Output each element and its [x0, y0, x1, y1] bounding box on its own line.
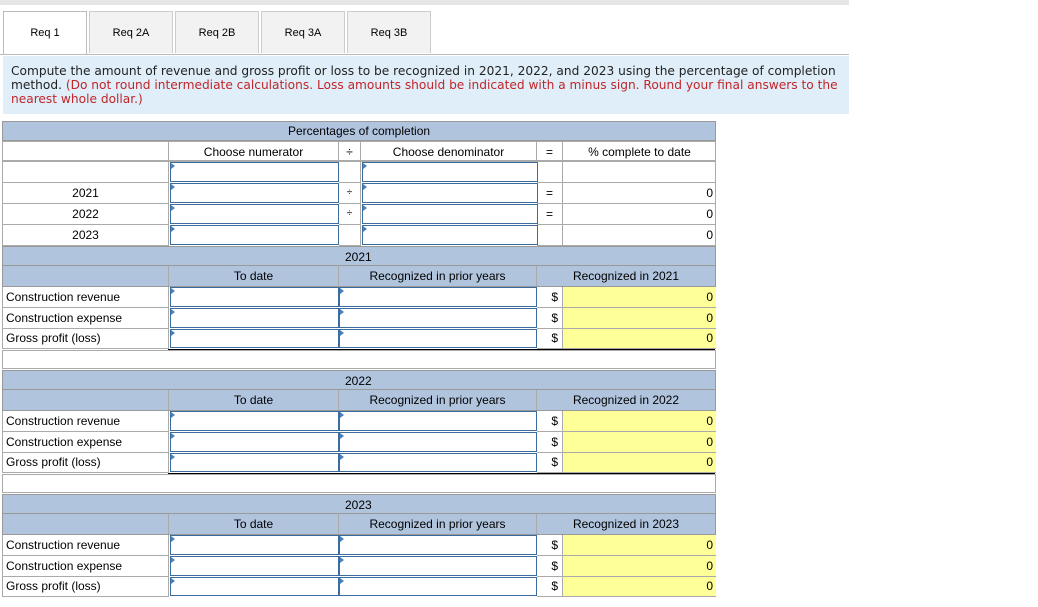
row-label: Gross profit (loss)	[3, 453, 169, 473]
currency-sign: $	[537, 453, 563, 473]
table-row	[2, 287, 716, 308]
to-date-input[interactable]	[170, 308, 339, 328]
recognized-value: 0	[563, 556, 716, 577]
currency-sign: $	[537, 411, 563, 432]
prior-years-input[interactable]	[339, 577, 537, 596]
prior-years-input[interactable]	[339, 308, 537, 328]
pct-row-2021	[2, 183, 716, 204]
table-row	[2, 308, 716, 329]
recognized-value: 0	[563, 287, 716, 308]
section-year: 2022	[345, 374, 372, 388]
recognized-value: 0	[563, 535, 716, 556]
col-prior-years: Recognized in prior years	[339, 514, 537, 534]
section-year: 2023	[345, 498, 372, 512]
equals-sign: =	[537, 204, 563, 225]
numerator-input-blank[interactable]	[170, 162, 339, 182]
result-header: % complete to date	[563, 142, 716, 161]
spacer-row	[2, 474, 716, 493]
section-header-row	[2, 514, 716, 535]
tab-bar	[3, 11, 849, 55]
row-label: Construction expense	[3, 556, 169, 577]
equals-sign	[537, 225, 563, 246]
prior-years-input[interactable]	[339, 535, 537, 555]
table-row	[2, 453, 716, 473]
denominator-input[interactable]	[362, 225, 538, 245]
denominator-input[interactable]	[362, 204, 538, 224]
currency-sign: $	[537, 287, 563, 308]
to-date-input[interactable]	[170, 577, 339, 596]
tab-divider	[0, 54, 849, 55]
table-row	[2, 411, 716, 432]
prior-years-input[interactable]	[339, 432, 537, 452]
denominator-input[interactable]	[362, 183, 538, 203]
recognized-value: 0	[563, 577, 716, 597]
section-year: 2021	[345, 250, 372, 264]
section-year-row	[2, 370, 716, 390]
to-date-input[interactable]	[170, 432, 339, 452]
currency-sign: $	[537, 535, 563, 556]
row-label: Construction expense	[3, 432, 169, 453]
prior-years-input[interactable]	[339, 453, 537, 472]
row-label: Construction revenue	[3, 535, 169, 556]
prior-years-input[interactable]	[339, 556, 537, 576]
top-bar	[0, 0, 849, 5]
pct-complete-value: 0	[563, 225, 716, 246]
pct-year: 2021	[3, 183, 169, 204]
numerator-input[interactable]	[170, 225, 339, 245]
section-year-row	[2, 246, 716, 266]
row-label: Gross profit (loss)	[3, 329, 169, 349]
equals-sign: =	[537, 183, 563, 204]
table-row	[2, 329, 716, 349]
col-prior-years: Recognized in prior years	[339, 266, 537, 286]
pct-year: 2022	[3, 204, 169, 225]
instructions	[3, 56, 849, 114]
denominator-header: Choose denominator	[361, 142, 537, 161]
recognized-value: 0	[563, 411, 716, 432]
to-date-input[interactable]	[170, 411, 339, 431]
table-row	[2, 535, 716, 556]
pct-header-row	[2, 141, 716, 162]
denominator-input-blank[interactable]	[362, 162, 538, 182]
tab-req-3a[interactable]: Req 3A	[261, 11, 345, 53]
row-label: Construction expense	[3, 308, 169, 329]
pct-complete-value: 0	[563, 204, 716, 225]
table-row	[2, 556, 716, 577]
prior-years-input[interactable]	[339, 329, 537, 348]
col-recognized: Recognized in 2023	[572, 517, 680, 531]
numerator-header: Choose numerator	[169, 142, 339, 161]
tab-req-3b[interactable]: Req 3B	[347, 11, 431, 53]
to-date-input[interactable]	[170, 329, 339, 348]
pct-row-2023	[2, 225, 716, 246]
divide-sign	[339, 225, 361, 246]
row-label: Construction revenue	[3, 411, 169, 432]
numerator-input[interactable]	[170, 204, 339, 224]
currency-sign: $	[537, 432, 563, 453]
prior-years-input[interactable]	[339, 287, 537, 307]
col-prior-years: Recognized in prior years	[339, 390, 537, 410]
section-header-row	[2, 266, 716, 287]
table-row	[2, 577, 716, 597]
tab-req-2b[interactable]: Req 2B	[175, 11, 259, 53]
table-row	[2, 432, 716, 453]
pct-title-row	[2, 121, 716, 141]
divide-sign: ÷	[339, 204, 361, 225]
row-label: Construction revenue	[3, 287, 169, 308]
instructions-note: (Do not round intermediate calculations. Loss amounts should be indicated with a minus sign. Round your final answers to the nearest whole dollar.)	[11, 78, 838, 106]
recognized-value: 0	[563, 329, 716, 349]
to-date-input[interactable]	[170, 287, 339, 307]
currency-sign: $	[537, 556, 563, 577]
equals-header: =	[537, 142, 563, 161]
section-year-row	[2, 494, 716, 514]
tab-req-1[interactable]: Req 1	[3, 11, 87, 55]
col-recognized: Recognized in 2021	[572, 269, 680, 283]
col-to-date: To date	[169, 390, 339, 410]
to-date-input[interactable]	[170, 556, 339, 576]
currency-sign: $	[537, 577, 563, 597]
pct-title: Percentages of completion	[287, 124, 431, 138]
currency-sign: $	[537, 329, 563, 349]
pct-blank-row	[2, 162, 716, 183]
row-label: Gross profit (loss)	[3, 577, 169, 597]
currency-sign: $	[537, 308, 563, 329]
recognized-value: 0	[563, 308, 716, 329]
pct-row-2022	[2, 204, 716, 225]
spacer-row	[2, 350, 716, 369]
pct-year: 2023	[3, 225, 169, 246]
to-date-input[interactable]	[170, 535, 339, 555]
tab-req-2a[interactable]: Req 2A	[89, 11, 173, 53]
prior-years-input[interactable]	[339, 411, 537, 431]
col-to-date: To date	[169, 266, 339, 286]
divide-header: ÷	[339, 142, 361, 161]
recognized-value: 0	[563, 453, 716, 473]
section-header-row	[2, 390, 716, 411]
instructions-main: Compute the amount of revenue and gross profit or loss to be recognized in 2021, 2022, and 2023 using the percentage of completion method.	[11, 64, 836, 92]
col-recognized: Recognized in 2022	[572, 393, 680, 407]
numerator-input[interactable]	[170, 183, 339, 203]
col-to-date: To date	[169, 514, 339, 534]
divide-sign: ÷	[339, 183, 361, 204]
to-date-input[interactable]	[170, 453, 339, 472]
pct-complete-value: 0	[563, 183, 716, 204]
recognized-value: 0	[563, 432, 716, 453]
